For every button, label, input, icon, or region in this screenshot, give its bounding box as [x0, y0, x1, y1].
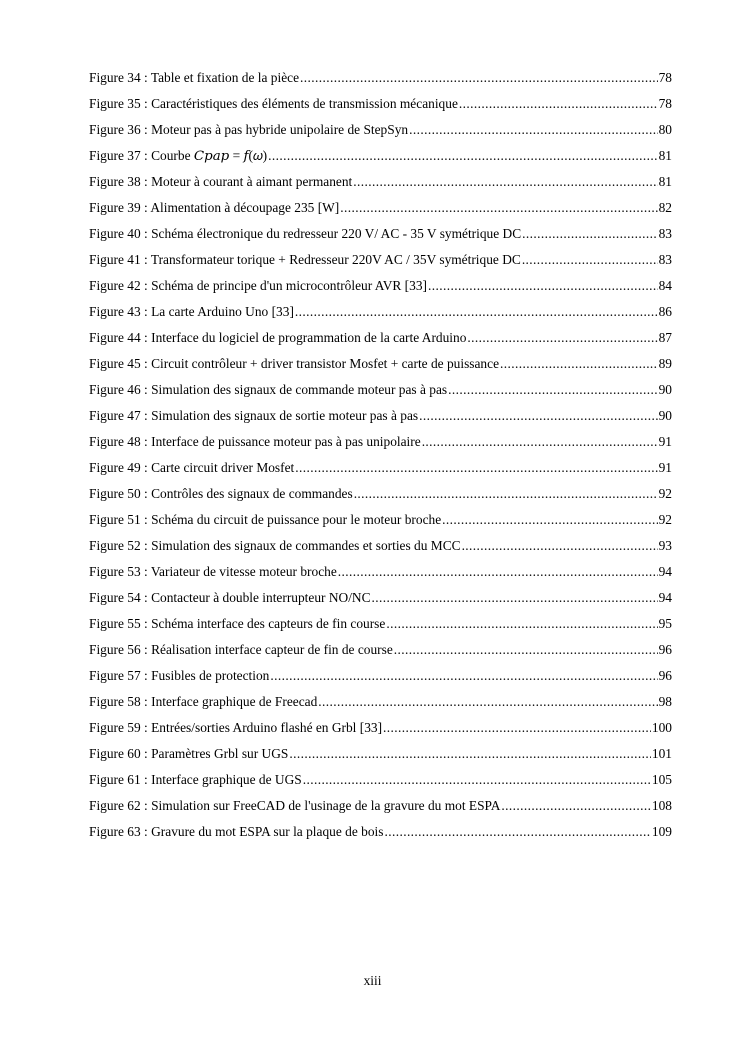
toc-leader-dots — [384, 823, 650, 841]
toc-leader-dots — [318, 693, 657, 711]
toc-entry[interactable] — [89, 563, 672, 589]
toc-leader-dots — [448, 381, 657, 399]
toc-leader-dots — [442, 511, 657, 529]
toc-leader-dots — [501, 797, 651, 815]
toc-entry-page: 105 — [651, 772, 672, 787]
toc-entry-title: Figure 38 : Moteur à courant à aimant permanent — [89, 174, 353, 189]
page-number: xiii — [363, 973, 382, 988]
toc-entry-page: 90 — [658, 382, 672, 397]
toc-entry-title: Figure 35 : Caractéristiques des éléments de transmission mécanique — [89, 96, 458, 111]
toc-leader-dots — [394, 641, 658, 659]
toc-leader-dots — [500, 355, 658, 373]
toc-entry-page: 96 — [658, 642, 672, 657]
toc-entry[interactable] — [89, 641, 672, 667]
toc-leader-dots — [459, 95, 658, 113]
toc-leader-dots — [467, 329, 657, 347]
toc-entry-page: 100 — [651, 720, 672, 735]
toc-entry-title: Figure 42 : Schéma de principe d'un microcontrôleur AVR [33] — [89, 278, 427, 293]
toc-entry-title: Figure 55 : Schéma interface des capteurs de fin course — [89, 616, 386, 631]
toc-entry-page: 82 — [658, 200, 672, 215]
toc-entry-title: Figure 40 : Schéma électronique du redresseur 220 V/ AC - 35 V symétrique DC — [89, 226, 522, 241]
toc-leader-dots — [295, 303, 658, 321]
toc-leader-dots — [372, 589, 658, 607]
toc-entry-page: 86 — [658, 304, 672, 319]
toc-entry[interactable] — [89, 797, 672, 823]
toc-entry[interactable] — [89, 173, 672, 199]
toc-entry[interactable] — [89, 329, 672, 355]
toc-entry[interactable] — [89, 537, 672, 563]
toc-leader-dots — [289, 745, 651, 763]
toc-entry-title: Figure 44 : Interface du logiciel de programmation de la carte Arduino — [89, 330, 467, 345]
toc-entry[interactable] — [89, 589, 672, 615]
toc-entry-title: Figure 47 : Simulation des signaux de sortie moteur pas à pas — [89, 408, 419, 423]
toc-entry[interactable] — [89, 485, 672, 511]
toc-entry[interactable] — [89, 667, 672, 693]
toc-entry-page: 91 — [658, 460, 672, 475]
toc-leader-dots — [303, 771, 651, 789]
toc-leader-dots — [383, 719, 651, 737]
toc-entry-page: 84 — [658, 278, 672, 293]
toc-leader-dots — [354, 485, 658, 503]
toc-entry[interactable] — [89, 121, 672, 147]
toc-entry-page: 92 — [658, 486, 672, 501]
toc-entry[interactable] — [89, 771, 672, 797]
toc-entry-page: 81 — [658, 148, 672, 163]
toc-entry-title: Figure 62 : Simulation sur FreeCAD de l'usinage de la gravure du mot ESPA — [89, 798, 501, 813]
toc-entry-page: 94 — [658, 564, 672, 579]
toc-entry-title: Figure 51 : Schéma du circuit de puissance pour le moteur broche — [89, 512, 442, 527]
toc-leader-dots — [386, 615, 657, 633]
toc-entry-page: 81 — [658, 174, 672, 189]
toc-entry-page: 90 — [658, 408, 672, 423]
toc-entry-title: Figure 36 : Moteur pas à pas hybride unipolaire de StepSyn — [89, 122, 409, 137]
toc-entry[interactable] — [89, 407, 672, 433]
toc-entry-title: Figure 49 : Carte circuit driver Mosfet — [89, 460, 295, 475]
toc-entry[interactable] — [89, 823, 672, 849]
toc-entry-page: 94 — [658, 590, 672, 605]
toc-leader-dots — [268, 147, 657, 165]
toc-leader-dots — [409, 121, 658, 139]
toc-entry[interactable] — [89, 69, 672, 95]
toc-entry-title: Figure 57 : Fusibles de protection — [89, 668, 270, 683]
toc-entry-title: Figure 41 : Transformateur torique + Redresseur 220V AC / 35V symétrique DC — [89, 252, 521, 267]
toc-entry-page: 78 — [658, 96, 672, 111]
toc-entry-title: Figure 43 : La carte Arduino Uno [33] — [89, 304, 294, 319]
toc-leader-dots — [295, 459, 657, 477]
toc-entry-title: Figure 39 : Alimentation à découpage 235 [W] — [89, 200, 340, 215]
toc-leader-dots — [428, 277, 658, 295]
toc-entry-page: 98 — [658, 694, 672, 709]
toc-entry-title: Figure 61 : Interface graphique de UGS — [89, 772, 302, 787]
toc-entry[interactable] — [89, 693, 672, 719]
toc-entry[interactable] — [89, 615, 672, 641]
toc-leader-dots — [419, 407, 657, 425]
toc-entry-title: Figure 46 : Simulation des signaux de commande moteur pas à pas — [89, 382, 448, 397]
toc-leader-dots — [462, 537, 658, 555]
toc-leader-dots — [522, 251, 658, 269]
toc-entry-title: Figure 52 : Simulation des signaux de commandes et sorties du MCC — [89, 538, 461, 553]
toc-entry-page: 95 — [658, 616, 672, 631]
toc-entry-title: Figure 59 : Entrées/sorties Arduino flashé en Grbl [33] — [89, 720, 383, 735]
toc-entry[interactable] — [89, 355, 672, 381]
toc-leader-dots — [340, 199, 657, 217]
toc-entry-page: 108 — [651, 798, 672, 813]
toc-leader-dots — [270, 667, 657, 685]
list-of-figures — [89, 69, 672, 849]
toc-entry[interactable] — [89, 745, 672, 771]
toc-entry-title: Figure 34 : Table et fixation de la pièce — [89, 70, 300, 85]
toc-entry-title: Figure 48 : Interface de puissance moteur pas à pas unipolaire — [89, 434, 421, 449]
toc-entry-title: Figure 58 : Interface graphique de Freecad — [89, 694, 318, 709]
toc-entry-page: 83 — [658, 252, 672, 267]
toc-entry[interactable] — [89, 147, 672, 173]
toc-entry[interactable] — [89, 303, 672, 329]
toc-entry-title: Figure 63 : Gravure du mot ESPA sur la plaque de bois — [89, 824, 384, 839]
toc-entry-title: Figure 56 : Réalisation interface capteur de fin de course — [89, 642, 393, 657]
toc-leader-dots — [300, 69, 658, 87]
toc-entry-page: 109 — [651, 824, 672, 839]
toc-entry[interactable] — [89, 95, 672, 121]
toc-entry[interactable] — [89, 381, 672, 407]
toc-leader-dots — [353, 173, 657, 191]
toc-leader-dots — [522, 225, 657, 243]
toc-entry-title: Figure 53 : Variateur de vitesse moteur broche — [89, 564, 337, 579]
toc-entry-page: 87 — [658, 330, 672, 345]
toc-entry-page: 83 — [658, 226, 672, 241]
toc-entry-title: Figure 60 : Paramètres Grbl sur UGS — [89, 746, 289, 761]
toc-entry-page: 78 — [658, 70, 672, 85]
toc-entry-title: Figure 50 : Contrôles des signaux de commandes — [89, 486, 353, 501]
toc-entry-page: 89 — [658, 356, 672, 371]
toc-entry-page: 101 — [651, 746, 672, 761]
toc-entry-title: Figure 45 : Circuit contrôleur + driver transistor Mosfet + carte de puissance — [89, 356, 500, 371]
toc-entry[interactable] — [89, 251, 672, 277]
toc-entry-page: 93 — [658, 538, 672, 553]
toc-leader-dots — [338, 563, 658, 581]
toc-entry[interactable] — [89, 433, 672, 459]
toc-entry-title: Figure 54 : Contacteur à double interrupteur NO/NC — [89, 590, 371, 605]
toc-entry[interactable] — [89, 225, 672, 251]
toc-entry[interactable] — [89, 719, 672, 745]
toc-entry-page: 80 — [658, 122, 672, 137]
toc-entry[interactable] — [89, 511, 672, 537]
toc-entry[interactable] — [89, 199, 672, 225]
toc-entry-title: Figure 37 : Courbe 𝐶𝑝𝑎𝑝 = 𝑓(𝜔) — [89, 148, 268, 163]
toc-leader-dots — [422, 433, 658, 451]
toc-entry[interactable] — [89, 459, 672, 485]
toc-entry-page: 92 — [658, 512, 672, 527]
toc-entry-page: 91 — [658, 434, 672, 449]
toc-entry-page: 96 — [658, 668, 672, 683]
toc-entry[interactable] — [89, 277, 672, 303]
